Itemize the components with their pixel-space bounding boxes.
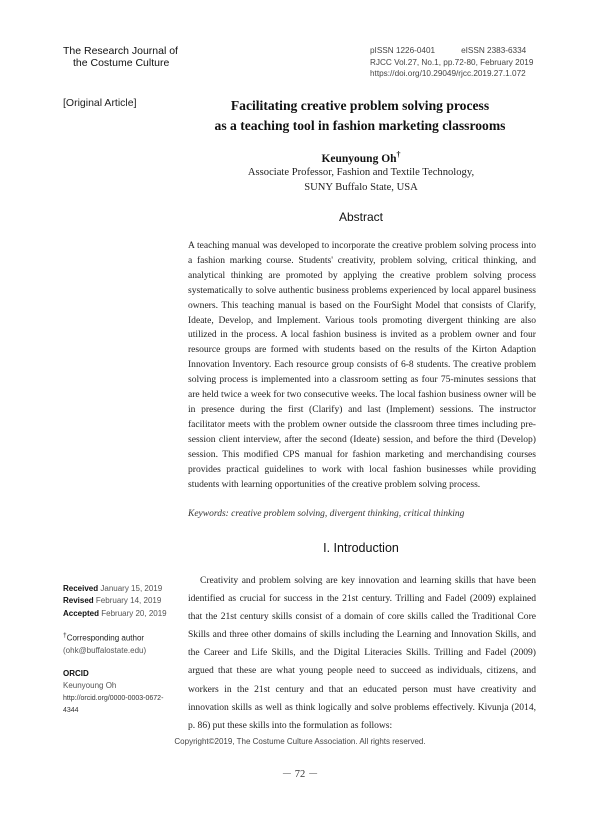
issn-row bbox=[370, 45, 533, 57]
corresponding-label: Corresponding author bbox=[66, 633, 145, 643]
sidebar-spacer bbox=[63, 620, 178, 630]
section-heading: I. Introduction bbox=[323, 541, 399, 555]
accepted-label: Accepted bbox=[63, 608, 100, 618]
introduction-paragraph: Creativity and problem solving are key innovation and learning skills that have been identified as crucial for success in the 21st century. Trilling and Fadel (2009) explained that the 21st century skills consist of a domain of core skills called the Traditional Core Skills and three other domains of skills including the Learning and Innovation Skills, and the Career and Life Skills, and the Digital Literacies Skills. Trilling and Fadel (2009) argued that these are what young people need to succeed as individuals, citizens, and workers in the 21st century and that an educated person must have creativity and innovation skills as well as think logically and solve problems effectively. Kivunja (2014, p. 86) put these skills into the formulation as follows: bbox=[188, 575, 536, 731]
corresponding-row bbox=[63, 630, 178, 645]
affiliation-line2: SUNY Buffalo State, USA bbox=[304, 182, 418, 193]
orcid-label: ORCID bbox=[63, 668, 89, 678]
author-affiliation bbox=[188, 165, 534, 195]
sidebar-spacer bbox=[63, 658, 178, 668]
copyright-notice: Copyright©2019, The Costume Culture Association. All rights reserved. bbox=[174, 737, 426, 746]
journal-name-line1: The Research Journal of bbox=[63, 45, 178, 57]
received-date: January 15, 2019 bbox=[100, 584, 163, 593]
title-line2: as a teaching tool in fashion marketing classrooms bbox=[214, 118, 506, 133]
introduction-text bbox=[188, 572, 536, 735]
journal-meta bbox=[370, 45, 533, 80]
article-title bbox=[190, 96, 530, 136]
orcid-link[interactable]: http://orcid.org/0000-0003-0672-4344 bbox=[63, 694, 164, 714]
title-line1: Facilitating creative problem solving process bbox=[230, 98, 490, 113]
accepted-row bbox=[63, 608, 178, 620]
abstract-heading: Abstract bbox=[338, 210, 383, 224]
page-number: － 72 － bbox=[281, 769, 319, 780]
received-row bbox=[63, 583, 178, 595]
eissn: eISSN 2383-6334 bbox=[461, 46, 527, 55]
revised-date: February 14, 2019 bbox=[95, 596, 162, 606]
article-sidebar bbox=[63, 583, 178, 717]
journal-name bbox=[63, 45, 178, 69]
corresponding-dagger: † bbox=[63, 632, 67, 640]
abstract-text: A teaching manual was developed to incorporate the creative problem solving process into a fashion marking course. Students' creativity, problem solving, critical thinking, and analytical thinking are promoted by applying the creative problem solving process systematically to solve authentic business problems experienced by local apparel business owners. This teaching manual is based on the FourSight Model that consists of Clarify, Ideate, Develop, and Implement. Various tools promoting divergent thinking are also utilized in the process. A local fashion business is invited as a problem owner and four resource groups are formed with students based on the results of the Kirton Adaption Innovation Inventory. Each resource group consists of 6-8 students. The creative problem solving process is implemented into a classroom setting as four 75-minutes sessions that are held twice a week for two consecutive weeks. The local fashion business owner will be in presence during the first (Clarify) and last (Implement) sessions. The instructor facilitator meets with the problem owner outside the classroom three times including pre-session client interview, after the second (Ideate) session, and before the third (Develop) session. This modified CPS manual for fashion marketing and merchandising courses provides practical guidelines to work with local fashion businesses while providing students with learning opportunities of the creative problem solving process. bbox=[188, 240, 536, 490]
keywords: Keywords: creative problem solving, divergent thinking, critical thinking bbox=[188, 509, 465, 519]
author-name: Keunyoung Oh bbox=[321, 152, 397, 165]
received-label: Received bbox=[63, 584, 99, 593]
accepted-date: February 20, 2019 bbox=[101, 608, 167, 618]
author-name-line bbox=[188, 150, 534, 165]
citation: RJCC Vol.27, No.1, pp.72-80, February 2019 bbox=[370, 57, 534, 67]
corresponding-email[interactable]: (ohk@buffalostate.edu) bbox=[63, 646, 147, 656]
corresponding-mark: † bbox=[396, 150, 401, 159]
affiliation-line1: Associate Professor, Fashion and Textile Technology, bbox=[247, 167, 475, 178]
article-type: [Original Article] bbox=[63, 97, 137, 109]
journal-name-line2: the Costume Culture bbox=[73, 57, 170, 69]
orcid-name: Keunyoung Oh bbox=[63, 681, 117, 691]
doi-link[interactable]: https://doi.org/10.29049/rjcc.2019.27.1.072 bbox=[370, 69, 526, 78]
revised-row bbox=[63, 595, 178, 607]
revised-label: Revised bbox=[63, 596, 94, 606]
pissn: pISSN 1226-0401 bbox=[370, 46, 436, 55]
